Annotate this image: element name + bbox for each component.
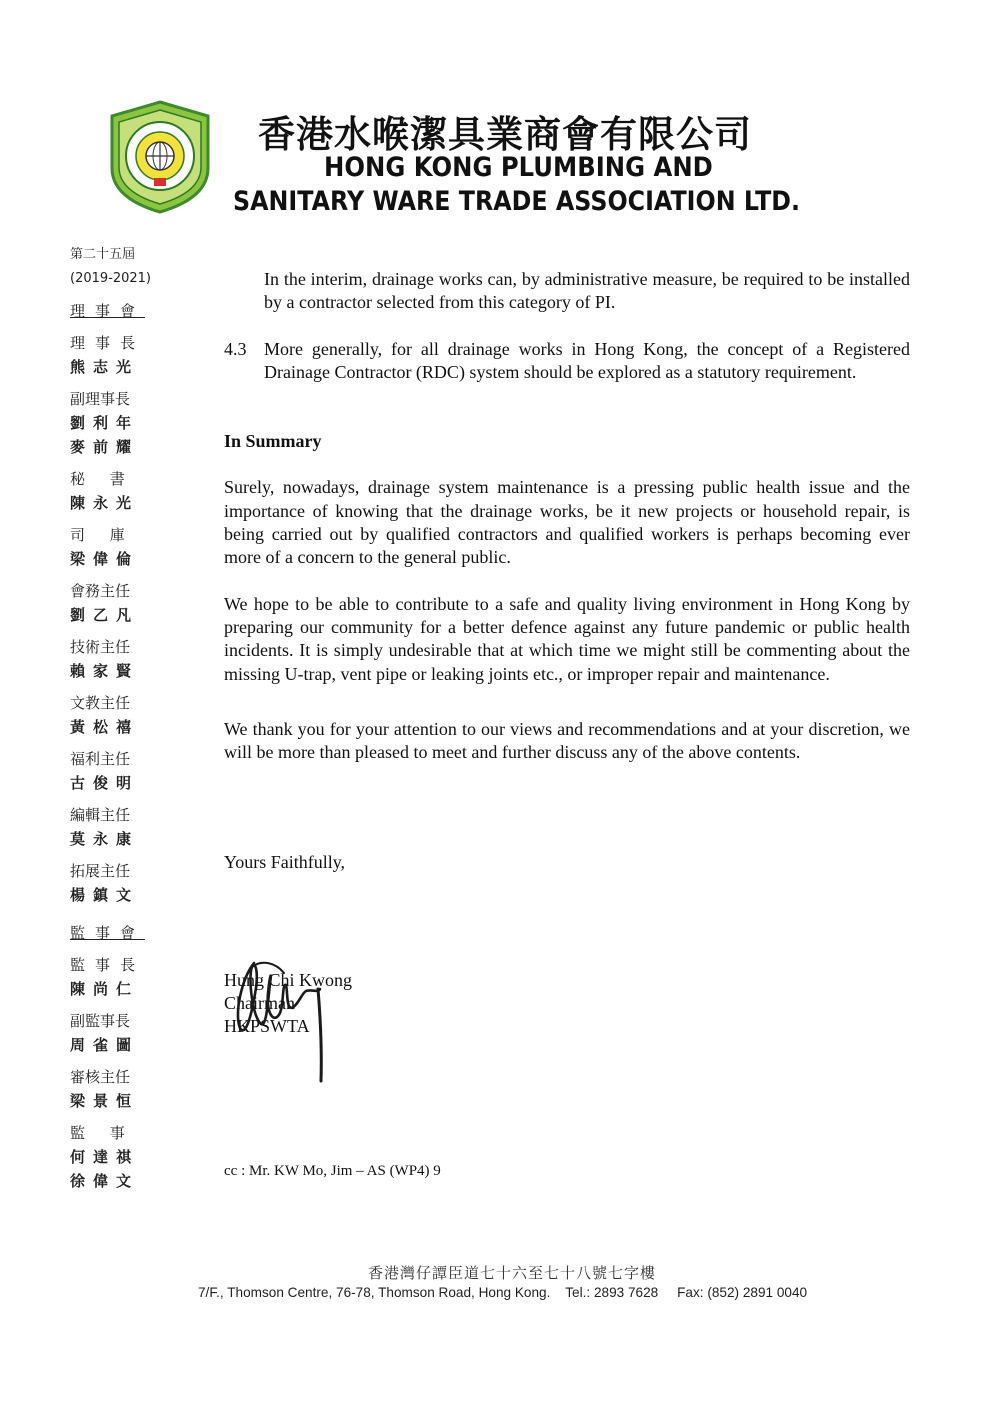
summary-paragraph-1: Surely, nowadays, drainage system maintenance is a pressing public health issue and the importance of knowing that the drainage works, be it new projects or household repair, is being carried out by qualified contractors and qualified workers is perhaps becoming ever more of a concern to the general public.: [224, 477, 910, 568]
council-member: 秘 書 陳永光: [70, 470, 140, 512]
signer-title: Chairman: [224, 993, 295, 1014]
term-years: (2019-2021): [70, 271, 152, 286]
item-number: 4.3: [224, 338, 247, 359]
signer-name: Hung Chi Kwong: [224, 969, 353, 990]
letter-body: [224, 268, 910, 1039]
summary-paragraph-3: We thank you for your attention to our views and recommendations and at your discretion, we will be more than pleased to meet and further discuss any of the above contents.: [224, 718, 910, 763]
footer-fax: Fax: (852) 2891 0040: [677, 1285, 808, 1300]
association-name-english-line1: HONG KONG PLUMBING AND: [324, 152, 713, 183]
interim-paragraph: In the interim, drainage works can, by administrative measure, be required to be installed by a contractor selected from this category of PI.: [264, 269, 910, 313]
summary-heading: In Summary: [224, 431, 322, 452]
cc-line: cc : Mr. KW Mo, Jim – AS (WP4) 9: [224, 1163, 441, 1179]
council-member: 會務主任 劉乙凡: [70, 582, 140, 624]
supervisory-heading: 監事會: [70, 924, 146, 942]
council-member: 司 庫 梁偉倫: [70, 526, 140, 568]
committee-sidebar: [70, 243, 170, 1193]
item-4-3: [224, 338, 910, 385]
council-member: 拓展主任 楊鎮文: [70, 862, 140, 904]
association-name-chinese: 香港水喉潔具業商會有限公司: [258, 113, 752, 156]
council-member: 技術主任 賴家賢: [70, 638, 140, 680]
council-heading: 理事會: [70, 302, 146, 320]
handwritten-signature-icon: [232, 953, 332, 1088]
item-text: More generally, for all drainage works in Hong Kong, the concept of a Registered Drainage Contractor (RDC) system should be explored as a statutory requirement.: [264, 338, 910, 382]
footer-address-chinese: 香港灣仔譚臣道七十六至七十八號七字樓: [368, 1264, 657, 1282]
footer-address-english: 7/F., Thomson Centre, 76-78, Thomson Road, Hong Kong.: [198, 1285, 551, 1300]
council-member: 文教主任 黃松禧: [70, 694, 140, 736]
council-member: 理事長 熊志光: [70, 334, 146, 376]
footer-contact: [198, 1285, 807, 1300]
association-name-english-line2: SANITARY WARE TRADE ASSOCIATION LTD.: [233, 186, 801, 217]
supervisory-member: 監事長 陳尚仁: [70, 956, 146, 998]
footer-tel: Tel.: 2893 7628: [565, 1285, 659, 1300]
supervisory-member: 審核主任 梁景恒: [70, 1068, 140, 1110]
council-member: 福利主任 古俊明: [70, 750, 140, 792]
council-member: 編輯主任 莫永康: [70, 806, 140, 848]
supervisory-member: 監 事 何達祺 徐偉文: [70, 1124, 140, 1190]
closing-line: Yours Faithfully,: [224, 852, 346, 873]
term-label: 第二十五屆: [70, 247, 136, 262]
supervisory-member: 副監事長 周雀圖: [70, 1012, 140, 1054]
summary-paragraph-2: We hope to be able to contribute to a safe and quality living environment in Hong Kong by preparing our community for a better defence against any future pandemic or public health incidents. It is simply undesirable that at which time we might still be commenting about the missing U-trap, vent pipe or leaking joints etc., or improper repair and maintenance.: [224, 593, 910, 684]
council-member: 副理事長 劉利年 麥前耀: [70, 390, 140, 456]
signer-org: HKPSWTA: [224, 1016, 310, 1037]
association-logo-icon: [104, 98, 216, 216]
